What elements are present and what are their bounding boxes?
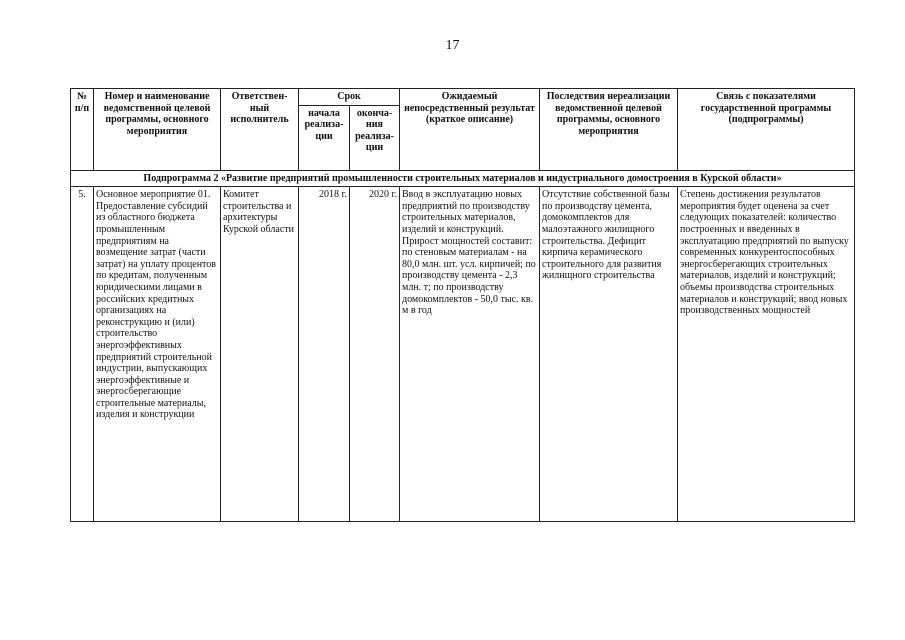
row-start: 2018 г. <box>299 187 350 522</box>
row-expected: Ввод в эксплуатацию новых предприятий по производству строительных материалов, изделий и конструкций. Прирост мощностей составит: по стеновым материалам - на 80,0 млн. шт. усл. кирпичей; по производству цемента - 2,3 млн. т; по производству домокомплектов - 50,0 тыс. кв. м в год <box>400 187 540 522</box>
subprogram-row <box>71 170 855 187</box>
program-table <box>70 88 855 522</box>
header-num: № п/п <box>71 89 94 171</box>
header-executor: Ответствен-ный исполнитель <box>221 89 299 171</box>
header-expected: Ожидаемый непосредственный результат (краткое описание) <box>400 89 540 171</box>
table-row <box>71 187 855 522</box>
subprogram-title: Подпрограмма 2 «Развитие предприятий промышленности строительных материалов и индустриального домостроения в Курской области» <box>71 170 855 187</box>
row-consequences: Отсутствие собственной базы по производству цемента, домокомплектов для малоэтажного жилищного строительства. Дефицит кирпича керамического строительного для развития жилищного строительства <box>540 187 678 522</box>
header-row <box>71 89 855 106</box>
header-link: Связь с показателями государственной программы (подпрограммы) <box>678 89 855 171</box>
row-end: 2020 г. <box>350 187 400 522</box>
page-number: 17 <box>445 38 460 53</box>
row-num: 5. <box>71 187 94 522</box>
header-consequences: Последствия нереализации ведомственной целевой программы, основного мероприятия <box>540 89 678 171</box>
row-executor: Комитет строительства и архитектуры Курской области <box>221 187 299 522</box>
header-term-end: оконча-ния реализа-ции <box>350 105 400 170</box>
header-term: Срок <box>299 89 400 106</box>
header-term-start: начала реализа-ции <box>299 105 350 170</box>
row-link: Степень достижения результатов мероприятия будет оценена за счет следующих показателей: количество построенных и введенных в эксплуатацию предприятий по выпуску современных конкурентоспособных энергосберегающих строительных материалов, изделий и конструкций; объемы производства строительных материалов и конструкций; ввод новых производственных мощностей <box>678 187 855 522</box>
header-name: Номер и наименование ведомственной целевой программы, основного мероприятия <box>94 89 221 171</box>
row-name: Основное мероприятие 01. Предоставление субсидий из областного бюджета промышленным предприятиям на возмещение затрат (части затрат) на уплату процентов по кредитам, полученным юридическими лицами в российских кредитных организациях на реконструкцию и (или) строительство энергоэффективных предприятий строительной индустрии, выпускающих энергоэффективные и энергосберегающие строительные материалы, изделия и конструкции <box>94 187 221 522</box>
